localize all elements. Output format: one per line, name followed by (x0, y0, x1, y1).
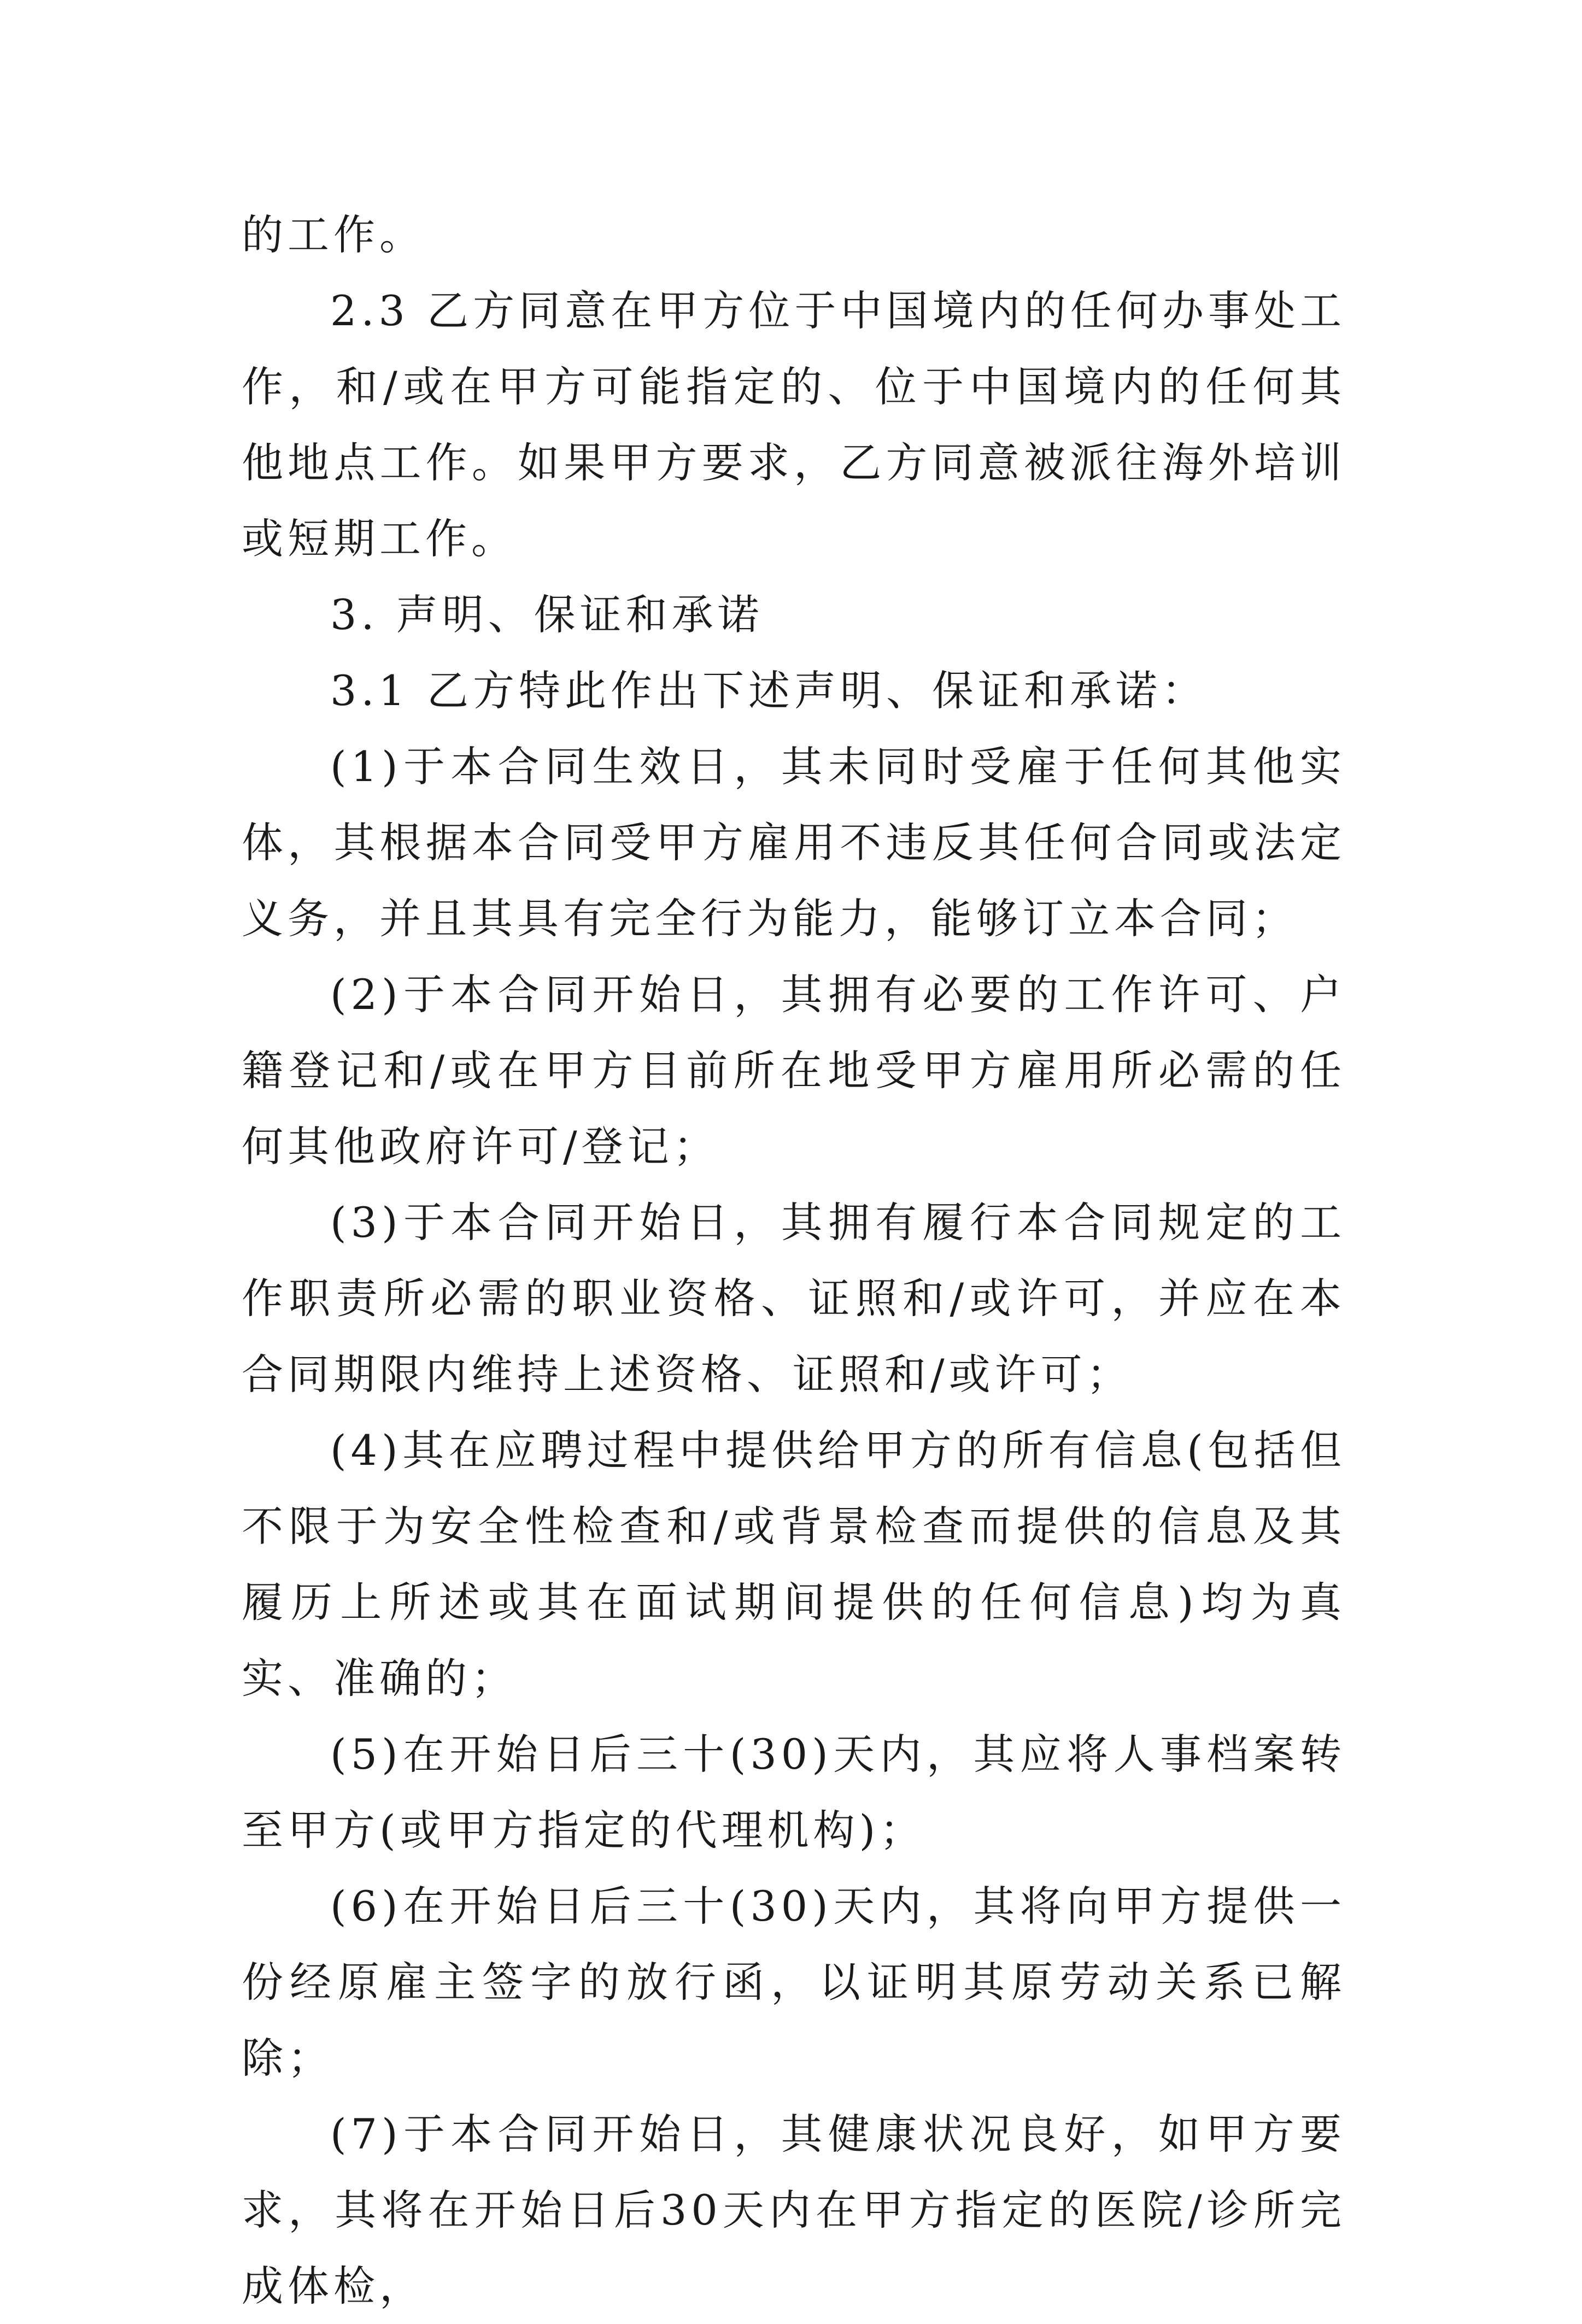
paragraph-continuation: 的工作。 (242, 210, 425, 259)
list-item-4: (4)其在应聘过程中提供给甲方的所有信息(包括但不限于为安全性检查和/或背景检查而提供的信息及其履历上所述或其在面试期间提供的任何信息)均为真实、准确的； (242, 1426, 1346, 1703)
section-heading-3: 3. 声明、保证和承诺 (330, 590, 764, 639)
list-item-1: (1)于本合同生效日，其未同时受雇于任何其他实体，其根据本合同受甲方雇用不违反其任何合同或法定义务，并且其具有完全行为能力，能够订立本合同； (242, 742, 1346, 943)
list-item-6: (6)在开始日后三十(30)天内，其将向甲方提供一份经原雇主签字的放行函，以证明其原劳动关系已解除； (242, 1882, 1346, 2082)
list-item-3: (3)于本合同开始日，其拥有履行本合同规定的工作职责所必需的职业资格、证照和/或许可，并应在本合同期限内维持上述资格、证照和/或许可； (242, 1198, 1346, 1399)
list-item-2: (2)于本合同开始日，其拥有必要的工作许可、户籍登记和/或在甲方目前所在地受甲方雇用所必需的任何其他政府许可/登记； (242, 970, 1346, 1171)
paragraph-3-1: 3.1 乙方特此作出下述声明、保证和承诺： (330, 666, 1208, 715)
list-item-5: (5)在开始日后三十(30)天内，其应将人事档案转至甲方(或甲方指定的代理机构)； (242, 1730, 1346, 1854)
list-item-7: (7)于本合同开始日，其健康状况良好，如甲方要求，其将在开始日后30天内在甲方指定的医院/诊所完成体检， (242, 2110, 1346, 2310)
paragraph-2-3: 2.3 乙方同意在甲方位于中国境内的任何办事处工作，和/或在甲方可能指定的、位于中国境内的任何其他地点工作。如果甲方要求，乙方同意被派往海外培训或短期工作。 (242, 286, 1346, 563)
document-body (242, 197, 1346, 2324)
